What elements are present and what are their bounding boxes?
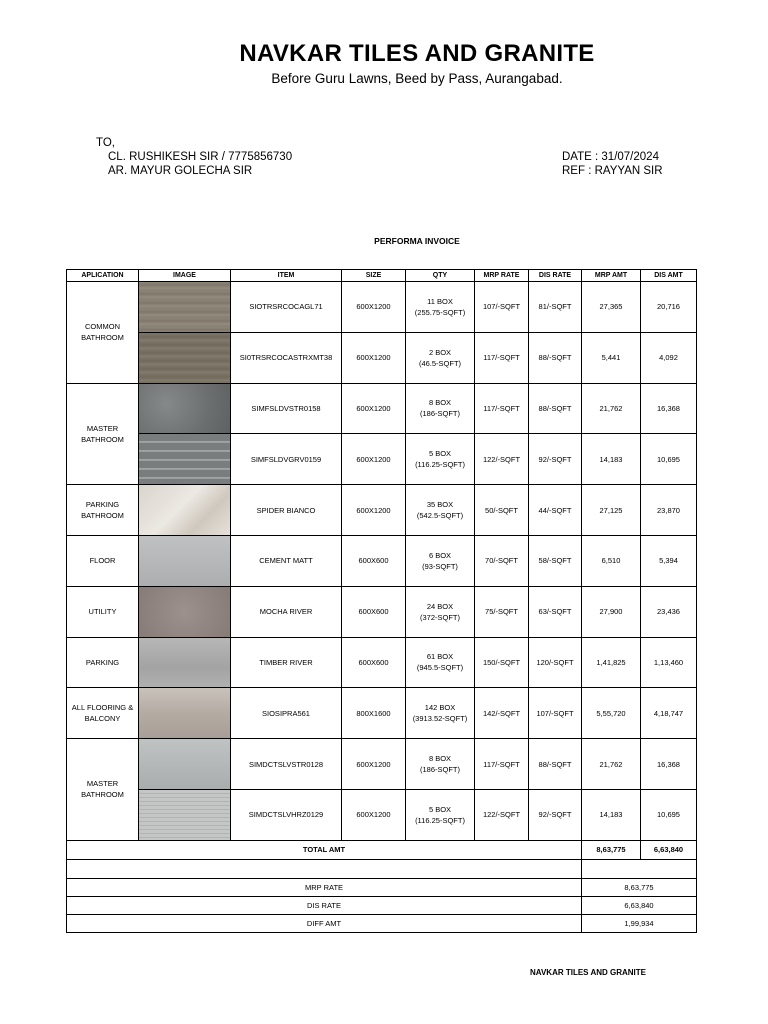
item-cell: SIMFSLDVSTR0158 [231,383,342,434]
mrp-amt-cell: 14,183 [582,789,641,840]
tile-image [139,332,231,383]
dis-amt-cell: 5,394 [641,535,697,586]
client-line: CL. RUSHIKESH SIR / 7775856730 [108,151,293,163]
item-cell: MOCHA RIVER [231,586,342,637]
col-dis-amt: DIS AMT [641,270,697,282]
dis-rate-cell: 88/-SQFT [529,739,582,790]
size-cell: 600X1200 [342,485,406,536]
tile-image [139,535,231,586]
size-cell: 800X1600 [342,688,406,739]
application-cell: MASTER BATHROOM [67,383,139,485]
qty-cell: 8 BOX (186-SQFT) [406,383,475,434]
mrp-rate-label: MRP RATE [67,878,582,896]
item-cell: SIOSIPRA561 [231,688,342,739]
qty-cell: 142 BOX (3913.52-SQFT) [406,688,475,739]
col-mrp-amt: MRP AMT [582,270,641,282]
mrp-rate-cell: 150/-SQFT [475,637,529,688]
dis-amt-cell: 4,18,747 [641,688,697,739]
item-cell: SIMDCTSLVHRZ0129 [231,789,342,840]
total-label: TOTAL AMT [67,840,582,859]
col-mrp-rate: MRP RATE [475,270,529,282]
total-row [67,840,697,859]
tile-image [139,485,231,536]
tile-image [139,637,231,688]
qty-cell: 6 BOX (93-SQFT) [406,535,475,586]
architect-line: AR. MAYUR GOLECHA SIR [108,165,253,177]
item-cell: SIMFSLDVGRV0159 [231,434,342,485]
invoice-table [66,269,697,933]
dis-rate-value: 6,63,840 [582,896,697,914]
table-header-row [67,270,697,282]
blank-row [67,859,697,878]
mrp-amt-cell: 27,900 [582,586,641,637]
dis-rate-cell: 81/-SQFT [529,282,582,333]
tile-image [139,282,231,333]
qty-cell: 35 BOX (542.5-SQFT) [406,485,475,536]
qty-cell: 5 BOX (116.25-SQFT) [406,789,475,840]
dis-amt-cell: 10,695 [641,434,697,485]
col-application: APLICATION [67,270,139,282]
mrp-amt-cell: 1,41,825 [582,637,641,688]
mrp-rate-cell: 117/-SQFT [475,332,529,383]
table-row [67,789,697,840]
dis-rate-cell: 92/-SQFT [529,434,582,485]
dis-amt-cell: 10,695 [641,789,697,840]
size-cell: 600X1200 [342,789,406,840]
mrp-rate-value: 8,63,775 [582,878,697,896]
size-cell: 600X600 [342,535,406,586]
table-row [67,383,697,434]
col-dis-rate: DIS RATE [529,270,582,282]
mrp-amt-cell: 6,510 [582,535,641,586]
mrp-rate-cell: 70/-SQFT [475,535,529,586]
dis-amt-cell: 16,368 [641,383,697,434]
size-cell: 600X1200 [342,383,406,434]
table-row [67,434,697,485]
mrp-rate-cell: 50/-SQFT [475,485,529,536]
dis-amt-cell: 16,368 [641,739,697,790]
mrp-rate-cell: 142/-SQFT [475,688,529,739]
application-cell: COMMON BATHROOM [67,282,139,384]
item-cell: SPIDER BIANCO [231,485,342,536]
dis-rate-cell: 63/-SQFT [529,586,582,637]
mrp-amt-cell: 21,762 [582,383,641,434]
dis-rate-cell: 44/-SQFT [529,485,582,536]
size-cell: 600X1200 [342,282,406,333]
company-name: NAVKAR TILES AND GRANITE [239,40,595,67]
qty-cell: 5 BOX (116.25-SQFT) [406,434,475,485]
tile-image [139,434,231,485]
item-cell: SI0TRSRCOCASTRXMT38 [231,332,342,383]
dis-amt-cell: 20,716 [641,282,697,333]
col-item: ITEM [231,270,342,282]
footer-company: NAVKAR TILES AND GRANITE [530,968,646,977]
table-row [67,535,697,586]
summary-row-mrp [67,878,697,896]
mrp-amt-cell: 5,55,720 [582,688,641,739]
size-cell: 600X1200 [342,434,406,485]
table-row [67,332,697,383]
qty-cell: 2 BOX (46.5-SQFT) [406,332,475,383]
col-qty: QTY [406,270,475,282]
dis-rate-cell: 58/-SQFT [529,535,582,586]
size-cell: 600X600 [342,637,406,688]
application-cell: PARKING BATHROOM [67,485,139,536]
mrp-rate-cell: 122/-SQFT [475,789,529,840]
application-cell: PARKING [67,637,139,688]
mrp-rate-cell: 117/-SQFT [475,739,529,790]
tile-image [139,586,231,637]
item-cell: SIOTRSRCOCAGL71 [231,282,342,333]
dis-rate-cell: 107/-SQFT [529,688,582,739]
dis-amt-cell: 1,13,460 [641,637,697,688]
mrp-amt-cell: 27,365 [582,282,641,333]
table-row [67,586,697,637]
total-dis-amt: 6,63,840 [641,840,697,859]
tile-image [139,688,231,739]
application-cell: ALL FLOORING & BALCONY [67,688,139,739]
mrp-rate-cell: 117/-SQFT [475,383,529,434]
application-cell: MASTER BATHROOM [67,739,139,841]
mrp-rate-cell: 122/-SQFT [475,434,529,485]
item-cell: CEMENT MATT [231,535,342,586]
dis-rate-cell: 88/-SQFT [529,332,582,383]
dis-amt-cell: 4,092 [641,332,697,383]
qty-cell: 11 BOX (255.75-SQFT) [406,282,475,333]
dis-amt-cell: 23,436 [641,586,697,637]
to-label: TO, [96,137,115,149]
summary-row-diff [67,914,697,932]
mrp-rate-cell: 75/-SQFT [475,586,529,637]
mrp-amt-cell: 5,441 [582,332,641,383]
document-title: PERFORMA INVOICE [374,236,460,246]
application-cell: UTILITY [67,586,139,637]
total-mrp-amt: 8,63,775 [582,840,641,859]
company-address: Before Guru Lawns, Beed by Pass, Aurangabad. [271,71,563,86]
mrp-amt-cell: 21,762 [582,739,641,790]
mrp-rate-cell: 107/-SQFT [475,282,529,333]
diff-amt-label: DIFF AMT [67,914,582,932]
qty-cell: 8 BOX (186-SQFT) [406,739,475,790]
dis-rate-label: DIS RATE [67,896,582,914]
invoice-date: DATE : 31/07/2024 [562,151,659,163]
size-cell: 600X600 [342,586,406,637]
tile-image [139,739,231,790]
table-row [67,739,697,790]
summary-row-dis [67,896,697,914]
diff-amt-value: 1,99,934 [582,914,697,932]
tile-image [139,383,231,434]
dis-rate-cell: 88/-SQFT [529,383,582,434]
application-cell: FLOOR [67,535,139,586]
qty-cell: 61 BOX (945.5-SQFT) [406,637,475,688]
col-image: IMAGE [139,270,231,282]
table-row [67,688,697,739]
item-cell: TIMBER RIVER [231,637,342,688]
item-cell: SIMDCTSLVSTR0128 [231,739,342,790]
dis-rate-cell: 92/-SQFT [529,789,582,840]
size-cell: 600X1200 [342,332,406,383]
size-cell: 600X1200 [342,739,406,790]
qty-cell: 24 BOX (372-SQFT) [406,586,475,637]
col-size: SIZE [342,270,406,282]
dis-rate-cell: 120/-SQFT [529,637,582,688]
mrp-amt-cell: 14,183 [582,434,641,485]
table-row [67,282,697,333]
invoice-ref: REF : RAYYAN SIR [562,165,663,177]
mrp-amt-cell: 27,125 [582,485,641,536]
dis-amt-cell: 23,870 [641,485,697,536]
table-row [67,485,697,536]
table-row [67,637,697,688]
tile-image [139,789,231,840]
